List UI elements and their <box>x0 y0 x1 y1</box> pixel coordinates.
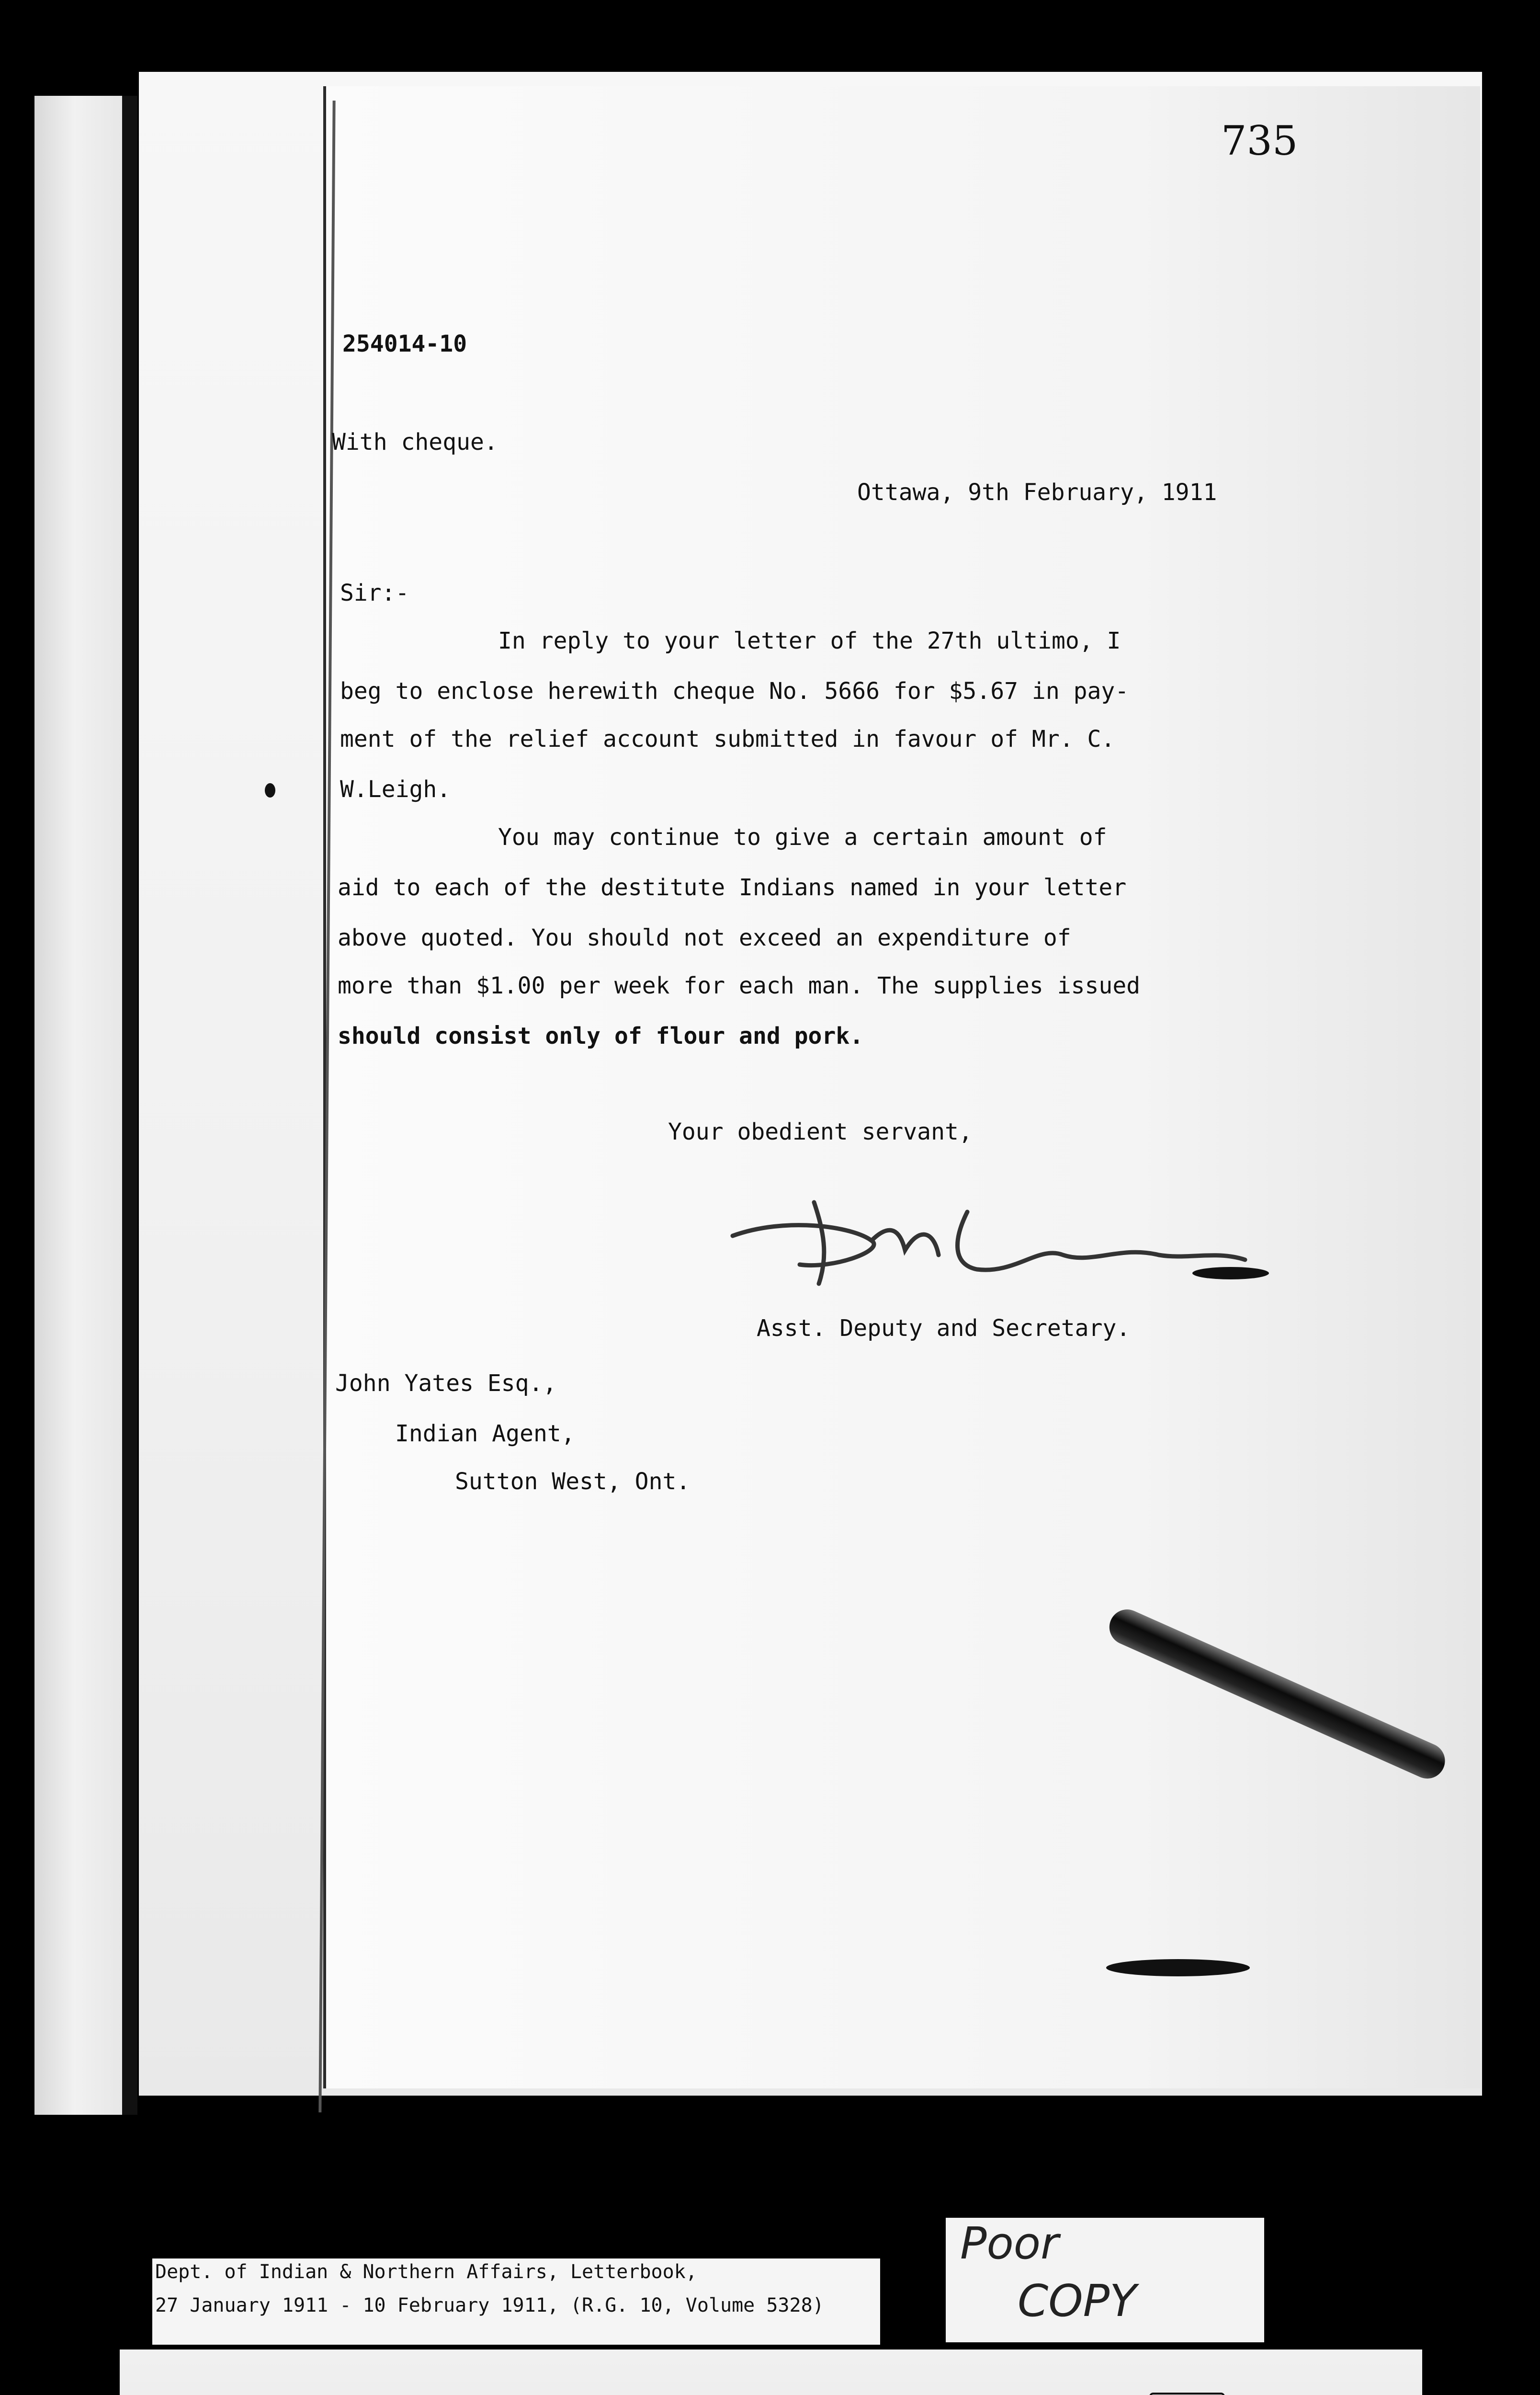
binding-strip <box>34 96 135 2115</box>
signatory-title: Asst. Deputy and Secretary. <box>757 1315 1131 1342</box>
public-archives-stamp <box>120 2349 1422 2395</box>
addressee-line: Indian Agent, <box>395 1420 575 1447</box>
letter-sheet <box>323 86 1480 2088</box>
letter-page <box>139 72 1482 2096</box>
archive-reference-label <box>152 2258 880 2345</box>
ink-smudge <box>1192 1267 1269 1279</box>
handwritten-signature <box>728 1174 1255 1298</box>
poor-copy-note <box>946 2218 1264 2342</box>
body-line: should consist only of flour and pork. <box>338 1023 864 1049</box>
enclosure-note: With cheque. <box>332 429 498 456</box>
body-line: aid to each of the destitute Indians named in your letter <box>338 874 1127 901</box>
body-line: more than $1.00 per week for each man. The supplies issued <box>338 972 1141 999</box>
body-line: In reply to your letter of the 27th ultimo, I <box>498 627 1121 654</box>
ink-smudge <box>1106 1959 1250 1976</box>
body-line: ment of the relief account submitted in favour of Mr. C. <box>340 726 1115 753</box>
closing: Your obedient servant, <box>668 1118 973 1145</box>
body-line: You may continue to give a certain amount of <box>498 824 1107 851</box>
handwritten-note-line: Poor <box>960 2218 1059 2269</box>
clip-mark <box>1149 2393 1225 2395</box>
folio-number: 735 <box>1221 117 1298 164</box>
salutation: Sir:- <box>340 580 409 606</box>
reference-line: 27 January 1911 - 10 February 1911, (R.G. 10, Volume 5328) <box>155 2294 824 2316</box>
handwritten-note-line: COPY <box>1018 2275 1137 2327</box>
file-number: 254014-10 <box>342 331 467 357</box>
addressee-line: Sutton West, Ont. <box>455 1468 691 1495</box>
reference-line: Dept. of Indian & Northern Affairs, Letterbook, <box>155 2261 697 2283</box>
body-line: W.Leigh. <box>340 776 451 803</box>
ink-smudge <box>265 783 275 798</box>
binding-edge <box>122 96 137 2115</box>
dateline: Ottawa, 9th February, 1911 <box>857 479 1217 506</box>
body-line: above quoted. You should not exceed an expenditure of <box>338 924 1071 951</box>
body-line: beg to enclose herewith cheque No. 5666 for $5.67 in pay- <box>340 678 1129 705</box>
addressee-line: John Yates Esq., <box>335 1370 557 1397</box>
